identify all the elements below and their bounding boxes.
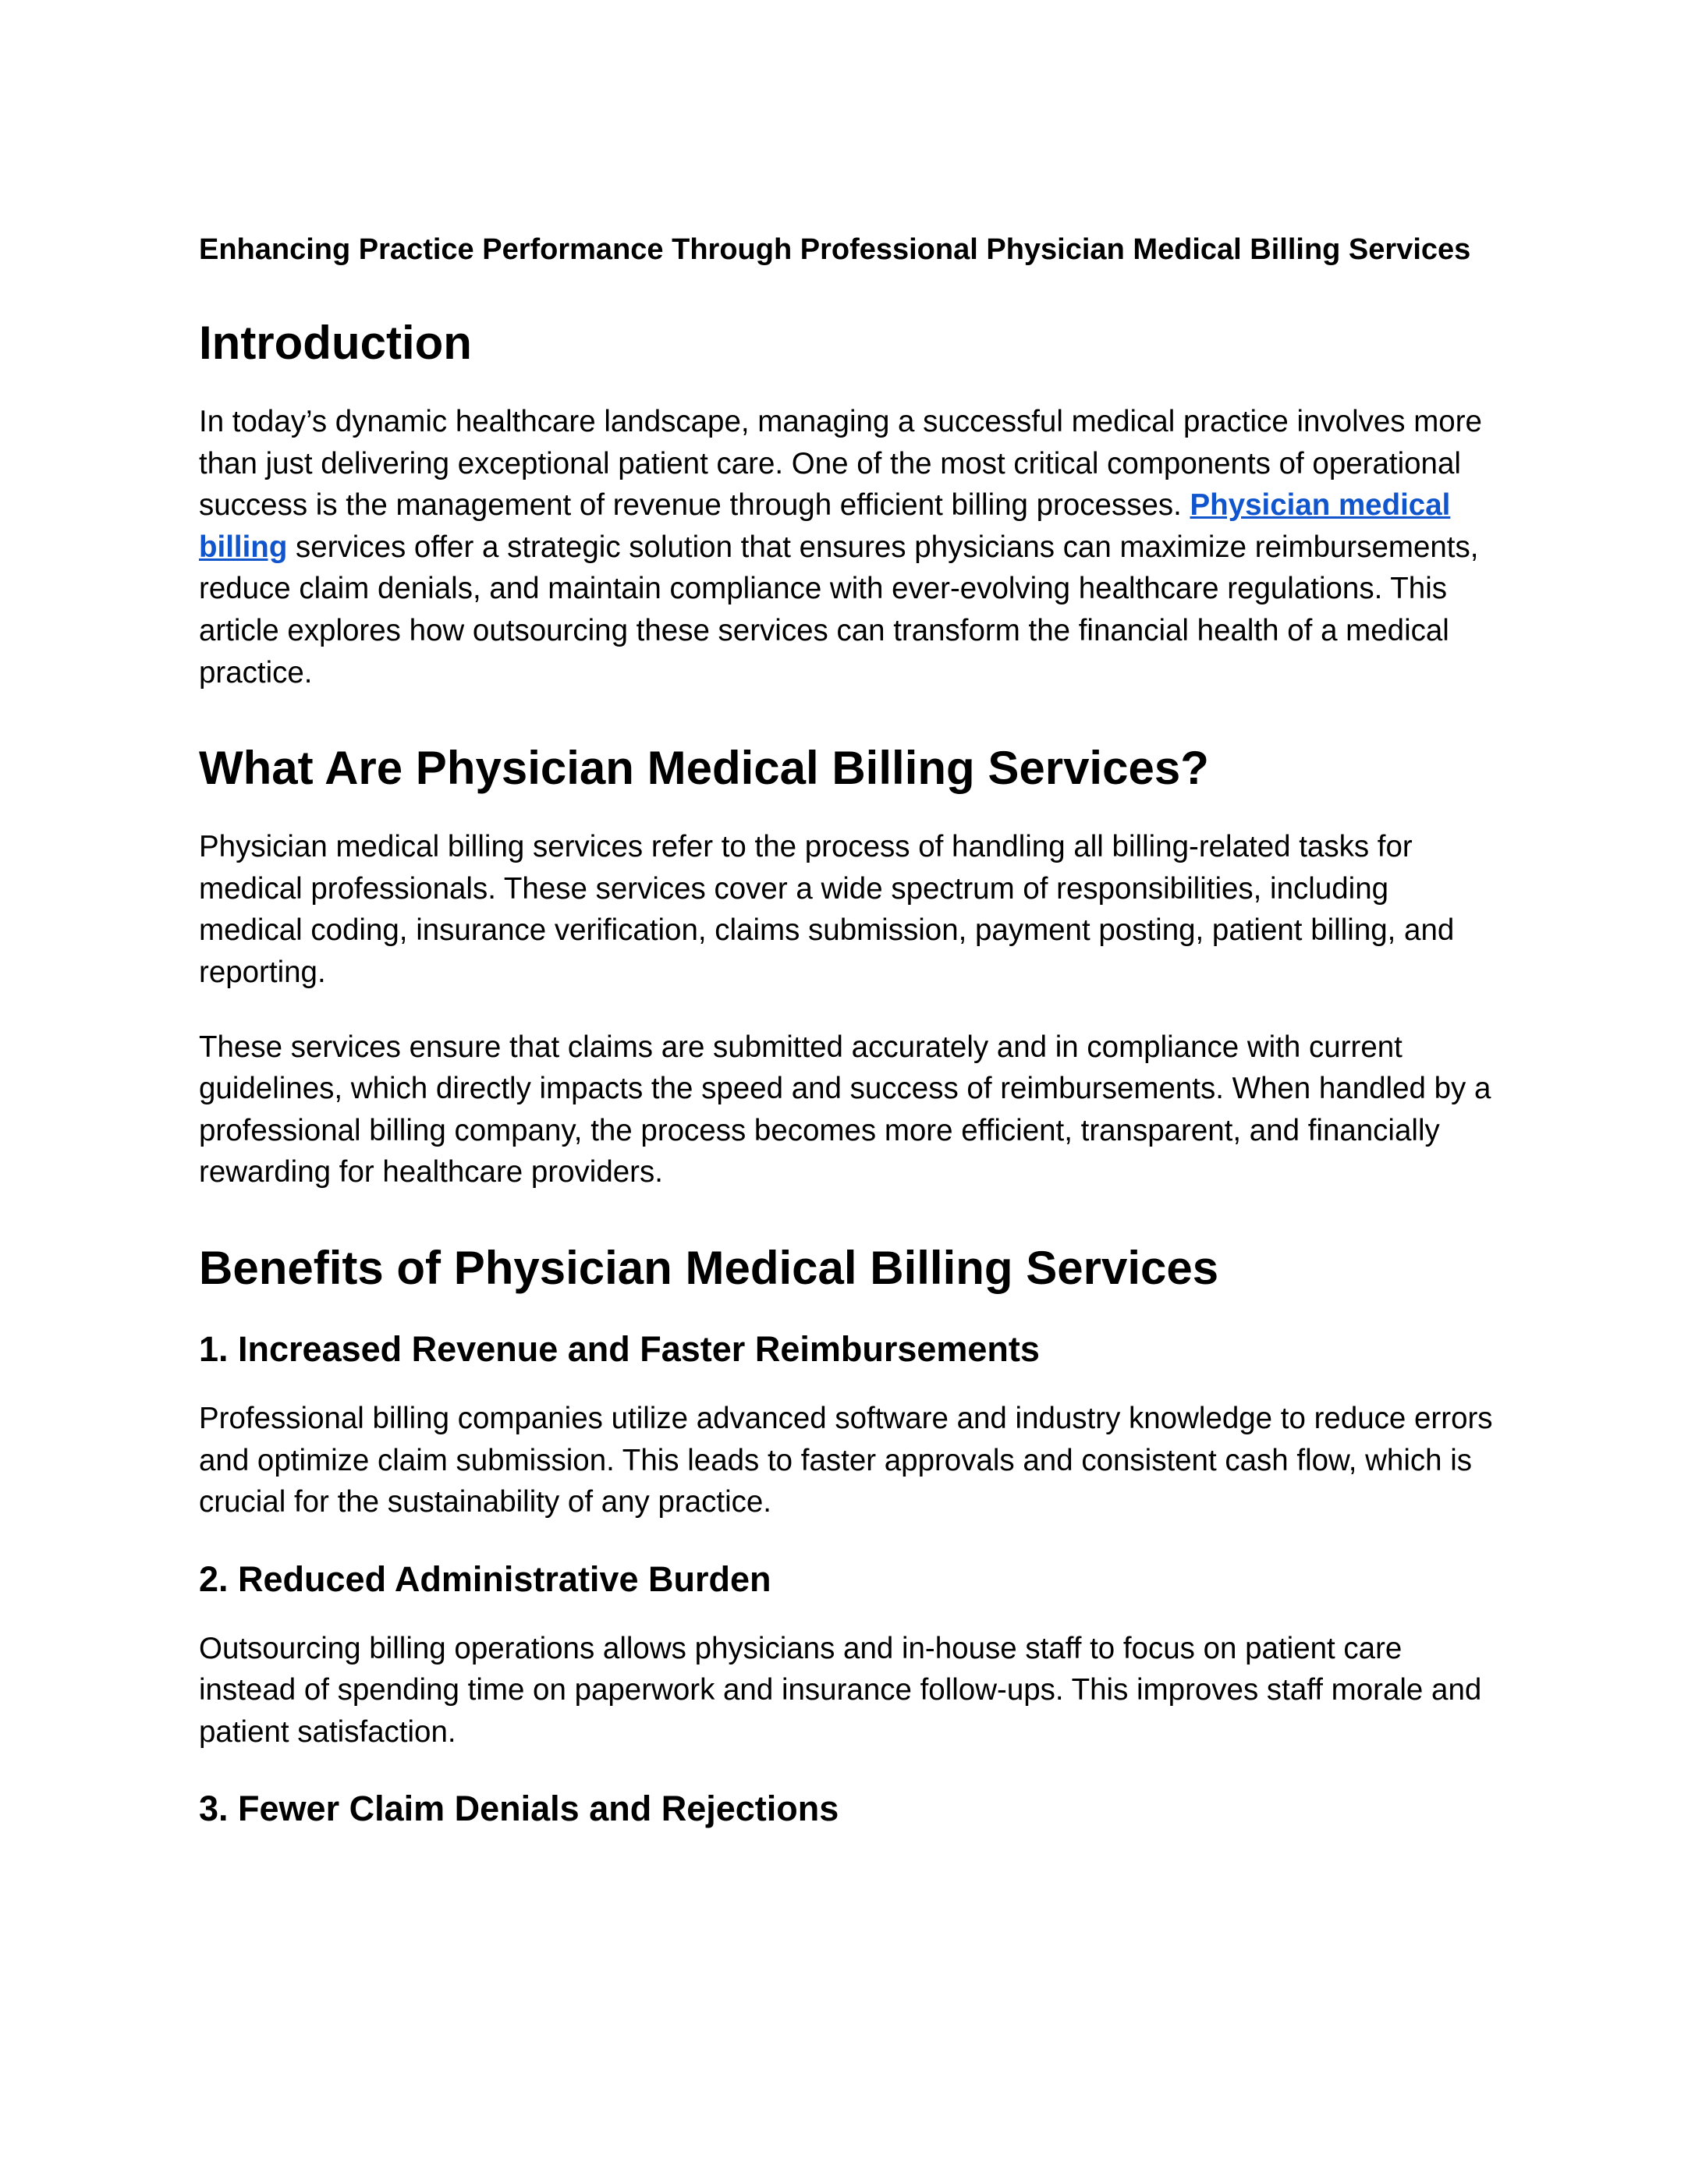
section-heading-benefits: Benefits of Physician Medical Billing Services — [199, 1241, 1219, 1294]
document-page — [199, 226, 1494, 1857]
section-heading-what-are: What Are Physician Medical Billing Services? — [199, 742, 1209, 795]
what-paragraph-2: These services ensure that claims are submitted accurately and in compliance with current guidelines, which directly impacts the speed and success of reimbursements. When handled by a professional billing company, the process becomes more efficient, transparent, and financially rewarding for healthcare providers. — [199, 1030, 1491, 1190]
benefit-heading-3: 3. Fewer Claim Denials and Rejections — [199, 1789, 839, 1829]
section-heading-introduction: Introduction — [199, 317, 472, 369]
benefit-heading-2: 2. Reduced Administrative Burden — [199, 1558, 771, 1599]
intro-paragraph — [199, 401, 1494, 693]
benefit-heading-1: 1. Increased Revenue and Faster Reimbursements — [199, 1328, 1040, 1369]
intro-text-before-link: In today’s dynamic healthcare landscape, managing a successful medical practice involves more than just delivering exceptional patient care. One of the most critical components of operational success is the management of revenue through efficient billing processes. — [199, 405, 1482, 523]
what-paragraph-1: Physician medical billing services refer to the process of handling all billing-related tasks for medical professionals. These services cover a wide spectrum of responsibilities, including medical coding, insurance verification, claims submission, payment posting, patient billing, and reporting. — [199, 830, 1455, 989]
intro-text-after-link: services offer a strategic solution that ensures physicians can maximize reimbursements, reduce claim denials, and maintain compliance with ever-evolving healthcare regulations. This article explores how outsourcing these services can transform the financial health of a medical practice. — [199, 530, 1479, 690]
physician-medical-billing-link[interactable]: Physician medical billing — [199, 488, 1451, 564]
document-title: Enhancing Practice Performance Through Professional Physician Medical Billing Services — [199, 233, 1471, 266]
benefit-text-1: Professional billing companies utilize advanced software and industry knowledge to reduce errors and optimize claim submission. This leads to faster approvals and consistent cash flow, which is crucial for the sustainability of any practice. — [199, 1401, 1493, 1519]
benefit-text-2: Outsourcing billing operations allows physicians and in-house staff to focus on patient care instead of spending time on paperwork and insurance follow-ups. This improves staff morale and patient satisfaction. — [199, 1631, 1482, 1749]
